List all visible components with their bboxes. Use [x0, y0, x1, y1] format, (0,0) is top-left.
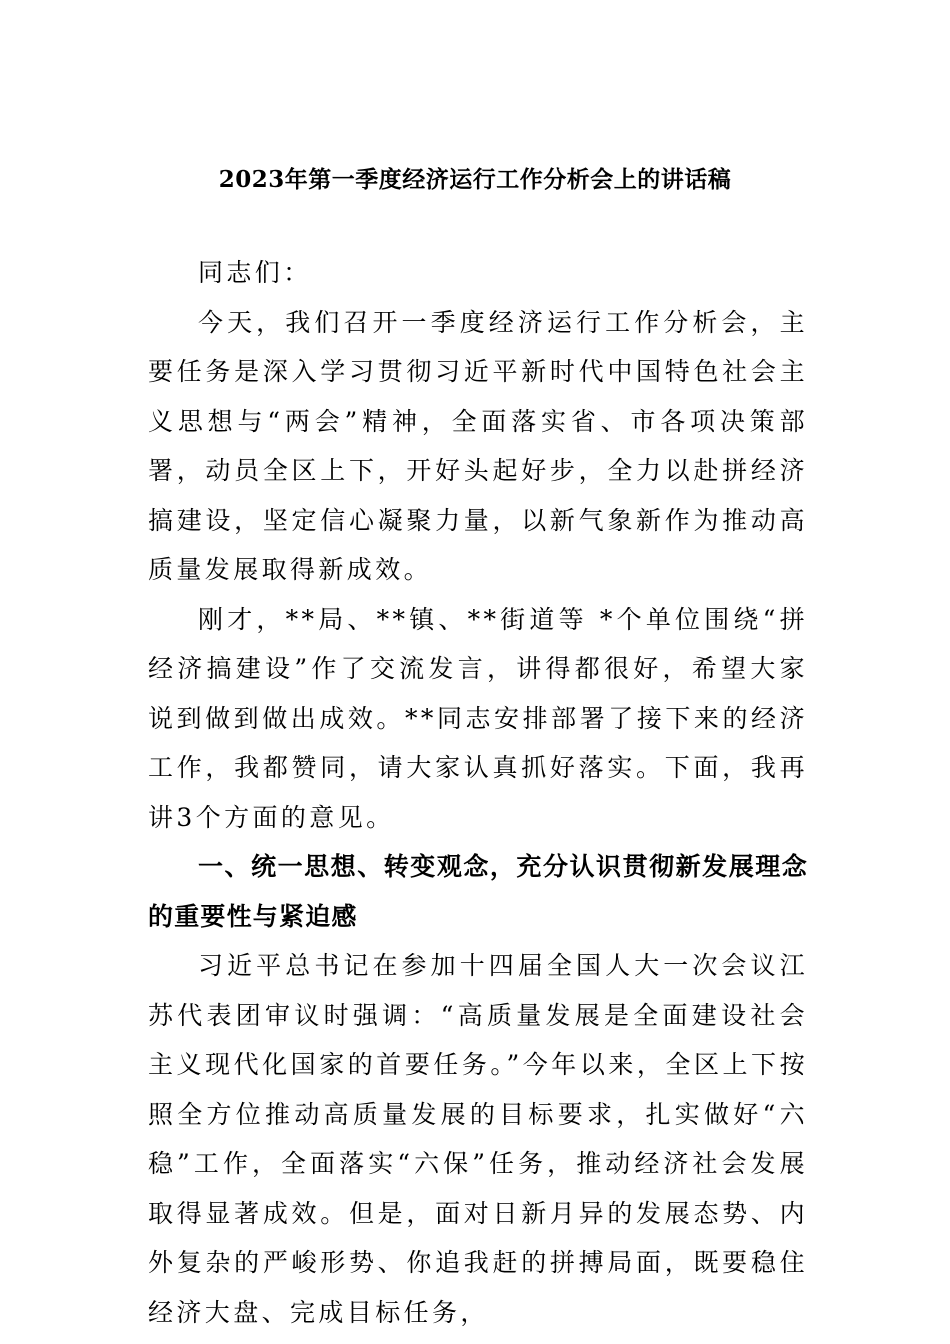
document-title: 2023年第一季度经济运行工作分析会上的讲话稿 [218, 166, 732, 193]
salutation: 同志们： [198, 258, 312, 287]
document-body [148, 248, 808, 1337]
section-heading-1: 一、统一思想、转变观念，充分认识贯彻新发展理念的重要性与紧迫感 [148, 852, 808, 931]
paragraph-opening: 今天，我们召开一季度经济运行工作分析会，主要任务是深入学习贯彻习近平新时代中国特色社会主义思想与“两会”精神，全面落实省、市各项决策部署，动员全区上下，开好头起好步，全力以赴拼经济搞建设，坚定信心凝聚力量，以新气象新作为推动高质量发展取得新成效。 [148, 307, 808, 584]
section-1-paragraph: 习近平总书记在参加十四届全国人大一次会议江苏代表团审议时强调：“高质量发展是全面建设社会主义现代化国家的首要任务。”今年以来，全区上下按照全方位推动高质量发展的目标要求，扎实做好“六稳”工作，全面落实“六保”任务，推动经济社会发展取得显著成效。但是，面对日新月异的发展态势、内外复杂的严峻形势、你追我赶的拼搏局面，既要稳住经济大盘、完成目标任务， [148, 951, 808, 1327]
paragraph-exchange: 刚才，**局、**镇、**街道等 *个单位围绕“拼经济搞建设”作了交流发言，讲得都很好，希望大家说到做到做出成效。**同志安排部署了接下来的经济工作，我都赞同，请大家认真抓好落实。下面，我再讲3个方面的意见。 [148, 604, 808, 832]
